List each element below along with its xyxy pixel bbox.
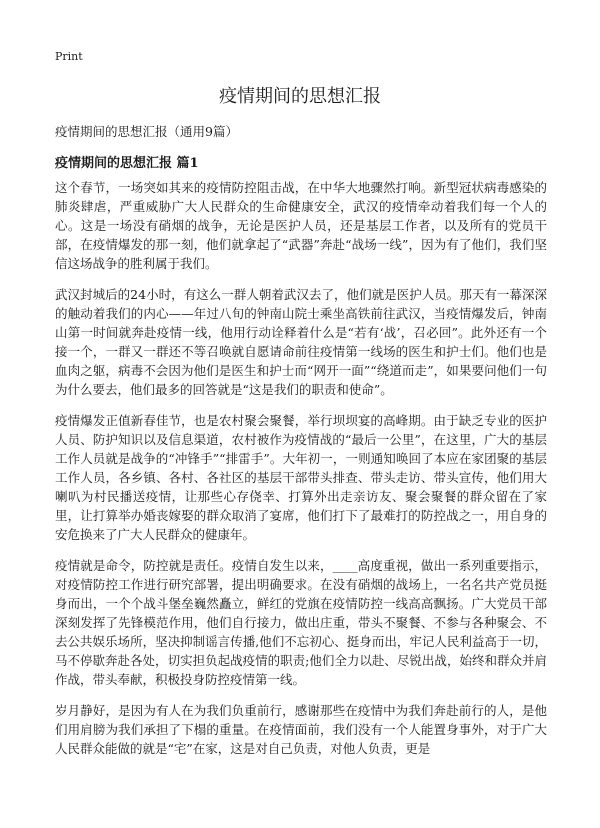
section-heading: 疫情期间的思想汇报 篇1 <box>55 156 199 171</box>
print-link[interactable]: Print <box>55 50 83 63</box>
document-subtitle: 疫情期间的思想汇报（通用9篇） <box>55 124 238 139</box>
paragraph: 疫情爆发正值新春佳节，也是农村聚会聚餐，举行坝坝宴的高峰期。由于缺乏专业的医护人员、防护知识以及信息渠道，农村被作为疫情战的“最后一公里”，在这里，广大的基层工作人员就是战争的“冲锋手”“排雷手”。大年初一，一则通知唤回了本应在家团聚的基层工作人员，各乡镇、各村、各社区的基层干部带头排查、带头走访、带头宣传，他们用大喇叭为村民播送疫情，让那些心存侥幸、打算外出走亲访友、聚会聚餐的群众留在了家里，让打算举办婚丧嫁娶的群众取消了宴席，他们打下了最难打的防控战之一，用自身的安危换来了广大人民群众的健康年。 <box>55 413 547 542</box>
document-body <box>55 178 547 770</box>
paragraph: 这个春节，一场突如其来的疫情防控阻击战，在中华大地骤然打响。新型冠状病毒感染的肺炎肆虐，严重威胁广大人民群众的生命健康安全，武汉的疫情牵动着我们每一个人的心。这是一场没有硝烟的战争，无论是医护人员，还是基层工作者，以及所有的党员干部，在疫情爆发的那一刻，他们就拿起了“武器”奔赴“战场一线”，因为有了他们，我们坚信这场战争的胜利属于我们。 <box>55 180 547 271</box>
paragraph: 疫情就是命令，防控就是责任。疫情自发生以来，____高度重视，做出一系列重要指示，对疫情防控工作进行研究部署，提出明确要求。在没有硝烟的战场上，一名名共产党员挺身而出，一个个战斗堡垒巍然矗立，鲜红的党旗在疫情防控一线高高飘扬。广大党员干部深刻发挥了先锋模范作用，他们自行接力，做出庄重，带头不聚餐、不参与各种聚会、不去公共娱乐场所，坚决抑制谣言传播,他们不忘初心、挺身而出，牢记人民利益高于一切，马不停歇奔赴各处，切实担负起战疫情的职责;他们全力以赴、尽锐出战，始终和群众并肩作战，带头奉献，积极投身防控疫情第一线。 <box>55 558 547 687</box>
page-title: 疫情期间的思想汇报 <box>219 86 381 107</box>
paragraph: 岁月静好，是因为有人在为我们负重前行，感谢那些在疫情中为我们奔赴前行的人，是他们用肩膀为我们承担了下榻的重量。在疫情面前，我们没有一个人能置身事外，对于广大人民群众能做的就是“宅”在家，这是对自己负责，对他人负责，更是 <box>55 703 547 756</box>
paragraph: 武汉封城后的24小时，有这么一群人朝着武汉去了，他们就是医护人员。那天有一幕深深的触动着我们的内心——年过八旬的钟南山院士乘坐高铁前往武汉，当疫情爆发后，钟南山第一时间就奔赴疫情一线，他用行动诠释着什么是“若有‘战’，召必回”。此外还有一个接一个，一群又一群还不等召唤就自愿请命前往疫情第一线场的医生和护士们。他们也是血肉之躯，病毒不会因为他们是医生和护士而“网开一面”“绕道而走”，如果要问他们一句为什么要去，他们最多的回答就是“这是我们的职责和使命”。 <box>55 287 547 397</box>
